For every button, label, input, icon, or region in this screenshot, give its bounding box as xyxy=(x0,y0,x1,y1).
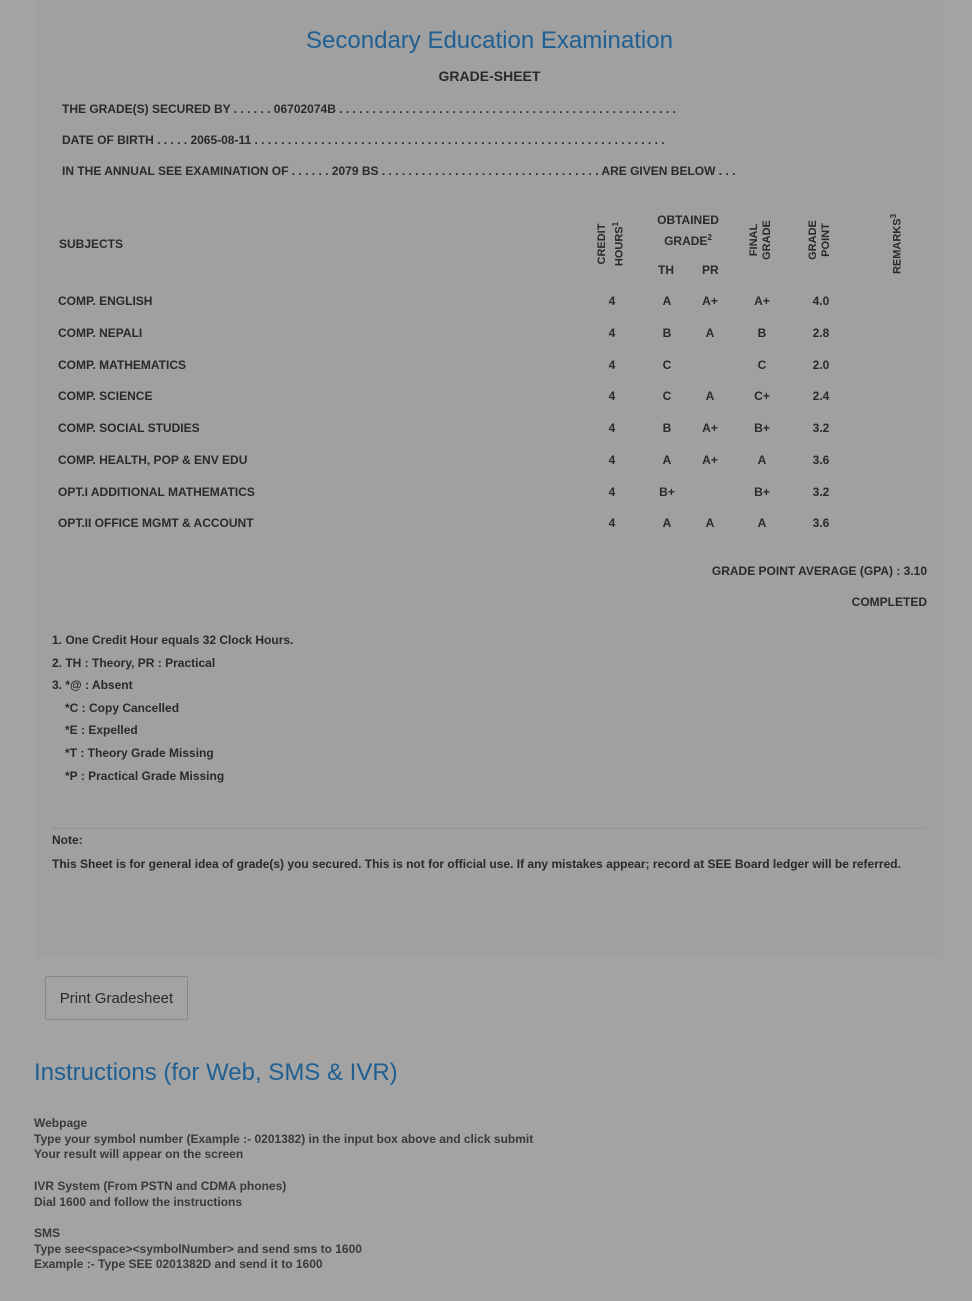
credit-hours-header xyxy=(596,220,627,268)
theory-grade: A xyxy=(662,453,672,467)
practical-grade: A+ xyxy=(702,294,718,308)
gpa-summary: GRADE POINT AVERAGE (GPA) : 3.10 xyxy=(711,564,927,578)
subject-name: OPT.II OFFICE MGMT & ACCOUNT xyxy=(58,516,254,530)
final-grade: A xyxy=(757,453,767,467)
credit-hours: 4 xyxy=(608,294,616,308)
subject-name: COMP. SCIENCE xyxy=(58,389,153,403)
credit-header-label: CREDIT xyxy=(596,223,608,265)
grade-point: 4.0 xyxy=(812,294,830,308)
grade-point-header xyxy=(807,215,833,265)
grade-point: 2.0 xyxy=(812,358,830,372)
web-instructions xyxy=(34,1116,533,1163)
grade-point-grade-label: GRADE xyxy=(807,220,819,260)
grade-sheet-heading: GRADE-SHEET xyxy=(438,68,541,84)
table-row xyxy=(36,294,943,314)
instruction-heading: IVR System (From PSTN and CDMA phones) xyxy=(34,1179,287,1193)
grade-point: 3.6 xyxy=(812,453,830,467)
grade-label: GRADE xyxy=(664,234,708,248)
print-gradesheet-button[interactable]: Print Gradesheet xyxy=(45,976,188,1020)
final-grade-label: GRADE xyxy=(761,220,773,260)
legend-item: *C : Copy Cancelled xyxy=(65,700,180,715)
subject-name: COMP. NEPALI xyxy=(58,326,143,340)
final-grade: B xyxy=(757,326,767,340)
table-row xyxy=(36,453,943,473)
date-of-birth-line: DATE OF BIRTH . . . . . 2065-08-11 . . . . . . . . . . . . . . . . . . . . . . . . . . . . . . . . . . . . . . . . . . . . . . . . . . . . . . . . . . . . . . xyxy=(62,133,665,147)
exam-title: Secondary Education Examination xyxy=(306,27,673,54)
instructions-title: Instructions (for Web, SMS & IVR) xyxy=(34,1059,398,1086)
status-text: COMPLETED xyxy=(851,595,927,609)
note-label: Note: xyxy=(52,833,83,847)
practical-grade: A xyxy=(705,516,715,530)
subject-name: COMP. SOCIAL STUDIES xyxy=(58,421,200,435)
legend-item: 3. *@ : Absent xyxy=(52,678,133,693)
legend-item: 2. TH : Theory, PR : Practical xyxy=(52,655,216,670)
secured-by-line: THE GRADE(S) SECURED BY . . . . . . 06702074B . . . . . . . . . . . . . . . . . . . . . . . . . . . . . . . . . . . . . . . . . . . . . . . . . . . xyxy=(62,102,676,116)
subjects-header: SUBJECTS xyxy=(59,237,124,251)
final-grade: A xyxy=(757,516,767,530)
grade-sheet-panel xyxy=(36,0,943,958)
footnote-2: 2 xyxy=(707,233,712,242)
table-row xyxy=(36,516,943,536)
instruction-heading: SMS xyxy=(34,1226,61,1240)
theory-grade: C xyxy=(662,358,672,372)
obtained-label: OBTAINED xyxy=(657,213,719,227)
credit-hours: 4 xyxy=(608,453,616,467)
sms-instructions xyxy=(34,1226,362,1273)
theory-grade: B xyxy=(662,326,672,340)
table-row xyxy=(36,421,943,441)
table-row xyxy=(36,326,943,346)
credit-hours: 4 xyxy=(608,358,616,372)
subject-name: COMP. MATHEMATICS xyxy=(58,358,186,372)
practical-grade: A xyxy=(705,326,715,340)
footnote-3: 3 xyxy=(889,213,898,219)
exam-year-line: IN THE ANNUAL SEE EXAMINATION OF . . . . . . 2079 BS . . . . . . . . . . . . . . . . . . . . . . . . . . . . . . . . . ARE GIVEN BELOW . . . xyxy=(62,164,736,178)
remarks-label: REMARKS xyxy=(891,218,904,275)
legend-item: *P : Practical Grade Missing xyxy=(65,768,225,783)
instruction-line: Your result will appear on the screen xyxy=(34,1147,244,1161)
subject-name: COMP. ENGLISH xyxy=(58,294,153,308)
theory-grade: A xyxy=(662,294,672,308)
final-label: FINAL xyxy=(748,223,760,257)
instruction-line: Dial 1600 and follow the instructions xyxy=(34,1194,243,1209)
grade-point-point-label: POINT xyxy=(820,223,832,257)
ivr-instructions xyxy=(34,1179,286,1210)
theory-grade: A xyxy=(662,516,672,530)
legend-item: *E : Expelled xyxy=(65,723,138,738)
credit-hours: 4 xyxy=(608,516,616,530)
grade-point: 3.2 xyxy=(812,421,830,435)
th-header: TH xyxy=(658,263,674,277)
instruction-heading: Webpage xyxy=(34,1116,88,1130)
grade-point: 2.4 xyxy=(812,389,830,403)
credit-hours: 4 xyxy=(608,389,616,403)
subject-name: COMP. HEALTH, POP & ENV EDU xyxy=(58,453,248,467)
instruction-line: Type your symbol number (Example :- 0201382) in the input box above and click submit xyxy=(34,1131,534,1146)
grade-point: 2.8 xyxy=(812,326,830,340)
note-divider xyxy=(52,828,926,829)
table-row xyxy=(36,485,943,505)
credit-hours: 4 xyxy=(608,326,616,340)
grade-point: 3.6 xyxy=(812,516,830,530)
remarks-header xyxy=(887,208,905,280)
credit-hours: 4 xyxy=(608,485,616,499)
final-grade: C+ xyxy=(754,389,770,403)
final-grade: B+ xyxy=(754,421,770,435)
theory-grade: C xyxy=(662,389,672,403)
credit-hours: 4 xyxy=(608,421,616,435)
final-grade: B+ xyxy=(754,485,770,499)
grade-point: 3.2 xyxy=(812,485,830,499)
final-grade: A+ xyxy=(754,294,770,308)
table-row xyxy=(36,389,943,409)
practical-grade: A xyxy=(705,389,715,403)
theory-grade: B xyxy=(662,421,672,435)
hours-header-label: HOURS xyxy=(613,226,626,267)
practical-grade: A+ xyxy=(702,421,718,435)
final-grade-header xyxy=(748,215,774,265)
pr-header: PR xyxy=(702,263,719,277)
final-grade: C xyxy=(757,358,767,372)
footnote-1: 1 xyxy=(611,221,620,227)
note-text: This Sheet is for general idea of grade(s) you secured. This is not for official use. If any mistakes appear; record at SEE Board ledger will be referred. xyxy=(52,857,901,871)
legend xyxy=(52,629,293,787)
practical-grade: A+ xyxy=(702,453,718,467)
table-row xyxy=(36,358,943,378)
subject-name: OPT.I ADDITIONAL MATHEMATICS xyxy=(58,485,255,499)
legend-item: *T : Theory Grade Missing xyxy=(65,745,214,760)
legend-item: 1. One Credit Hour equals 32 Clock Hours. xyxy=(52,633,294,647)
obtained-grade-header xyxy=(648,211,728,250)
instruction-line: Type see<space><symbolNumber> and send sms to 1600 xyxy=(34,1241,362,1256)
instruction-line: Example :- Type SEE 0201382D and send it to 1600 xyxy=(34,1257,323,1271)
theory-grade: B+ xyxy=(659,485,675,499)
